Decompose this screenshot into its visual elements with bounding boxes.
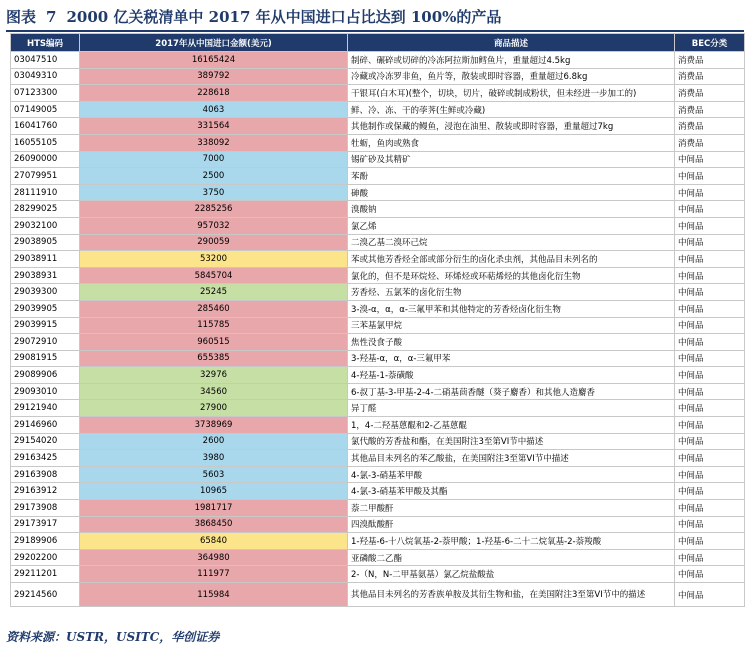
hts-code-cell: 29173908 xyxy=(11,500,80,517)
import-amount-cell: 957032 xyxy=(80,217,348,234)
import-amount-cell: 364980 xyxy=(80,549,348,566)
hts-code-cell: 29093010 xyxy=(11,383,80,400)
figure-title xyxy=(6,6,501,28)
table-row xyxy=(11,466,745,483)
description-cell: 2-（N，N-二甲基氨基）氯乙烷盐酸盐 xyxy=(348,566,675,583)
hts-code-cell: 29072910 xyxy=(11,334,80,351)
description-cell: 三苯基氯甲烷 xyxy=(348,317,675,334)
hts-code-cell: 29211201 xyxy=(11,566,80,583)
description-cell: 苯或其他芳香烃全部或部分衍生的卤化杀虫剂，其他品目未列名的 xyxy=(348,251,675,268)
title-rule xyxy=(6,30,744,32)
description-cell: 苯酚 xyxy=(348,168,675,185)
import-amount-cell: 53200 xyxy=(80,251,348,268)
hts-code-cell: 29173917 xyxy=(11,516,80,533)
header-bec-class: BEC分类 xyxy=(675,34,745,52)
table-row xyxy=(11,52,745,69)
import-amount-cell: 285460 xyxy=(80,300,348,317)
bec-class-cell: 中间品 xyxy=(675,516,745,533)
description-cell: 锡矿砂及其精矿 xyxy=(348,151,675,168)
hts-code-cell: 29163912 xyxy=(11,483,80,500)
table-row xyxy=(11,433,745,450)
import-amount-cell: 25245 xyxy=(80,284,348,301)
bec-class-cell: 中间品 xyxy=(675,583,745,607)
bec-class-cell: 中间品 xyxy=(675,184,745,201)
bec-class-cell: 中间品 xyxy=(675,566,745,583)
bec-class-cell: 消费品 xyxy=(675,101,745,118)
import-amount-cell: 2600 xyxy=(80,433,348,450)
bec-class-cell: 中间品 xyxy=(675,483,745,500)
table-row xyxy=(11,317,745,334)
table-row xyxy=(11,267,745,284)
table-row xyxy=(11,500,745,517)
description-cell: 四溴酞酸酐 xyxy=(348,516,675,533)
hts-code-cell: 29154020 xyxy=(11,433,80,450)
hts-code-cell: 07123300 xyxy=(11,85,80,102)
import-amount-cell: 111977 xyxy=(80,566,348,583)
bec-class-cell: 中间品 xyxy=(675,217,745,234)
table-header-row xyxy=(11,34,745,52)
bec-class-cell: 中间品 xyxy=(675,168,745,185)
header-import-amount: 2017年从中国进口金额(美元) xyxy=(80,34,348,52)
import-amount-cell: 5603 xyxy=(80,466,348,483)
bec-class-cell: 消费品 xyxy=(675,118,745,135)
bec-class-cell: 中间品 xyxy=(675,417,745,434)
description-cell: 鲜、冷、冻、干的荸荠(生鲜或冷藏) xyxy=(348,101,675,118)
hts-code-cell: 29202200 xyxy=(11,549,80,566)
description-cell: 其他制作或保藏的鳗鱼，浸泡在油里、散装或即时容器，重量超过7kg xyxy=(348,118,675,135)
description-cell: 冷藏或冷冻罗非鱼，鱼片等，散装或即时容器，重量超过6.8kg xyxy=(348,68,675,85)
table-row xyxy=(11,118,745,135)
hts-code-cell: 29081915 xyxy=(11,350,80,367)
import-amount-cell: 115785 xyxy=(80,317,348,334)
table-row xyxy=(11,134,745,151)
description-cell: 萘二甲酸酐 xyxy=(348,500,675,517)
import-amount-cell: 331564 xyxy=(80,118,348,135)
description-cell: 氯代酸的芳香盐和酯，在美国附注3至第VI节中描述 xyxy=(348,433,675,450)
table-row xyxy=(11,234,745,251)
bec-class-cell: 中间品 xyxy=(675,317,745,334)
description-cell: 二溴乙基二溴环己烷 xyxy=(348,234,675,251)
table-row xyxy=(11,483,745,500)
table-row xyxy=(11,383,745,400)
figure-label: 图表 xyxy=(6,8,37,26)
hts-code-cell: 16041760 xyxy=(11,118,80,135)
hts-code-cell: 28299025 xyxy=(11,201,80,218)
bec-class-cell: 中间品 xyxy=(675,466,745,483)
hts-code-cell: 29039300 xyxy=(11,284,80,301)
figure-number: 7 xyxy=(46,8,57,26)
bec-class-cell: 中间品 xyxy=(675,533,745,550)
bec-class-cell: 中间品 xyxy=(675,400,745,417)
table-row xyxy=(11,217,745,234)
import-amount-cell: 2500 xyxy=(80,168,348,185)
hts-code-cell: 03049310 xyxy=(11,68,80,85)
hts-code-cell: 29089906 xyxy=(11,367,80,384)
description-cell: 4-氯-3-硝基苯甲酸 xyxy=(348,466,675,483)
description-cell: 氯乙烯 xyxy=(348,217,675,234)
import-amount-cell: 389792 xyxy=(80,68,348,85)
description-cell: 砷酸 xyxy=(348,184,675,201)
bec-class-cell: 中间品 xyxy=(675,334,745,351)
table-row xyxy=(11,251,745,268)
import-amount-cell: 65840 xyxy=(80,533,348,550)
hts-code-cell: 29038911 xyxy=(11,251,80,268)
table-row xyxy=(11,334,745,351)
import-amount-cell: 960515 xyxy=(80,334,348,351)
hts-code-cell: 29163908 xyxy=(11,466,80,483)
description-cell: 溴酸钠 xyxy=(348,201,675,218)
hts-code-cell: 03047510 xyxy=(11,52,80,69)
bec-class-cell: 中间品 xyxy=(675,350,745,367)
bec-class-cell: 中间品 xyxy=(675,284,745,301)
table-row xyxy=(11,367,745,384)
bec-class-cell: 中间品 xyxy=(675,433,745,450)
description-cell: 3-羟基-α，α，α-三氟甲苯 xyxy=(348,350,675,367)
import-amount-cell: 4063 xyxy=(80,101,348,118)
table-row xyxy=(11,549,745,566)
table-row xyxy=(11,533,745,550)
hts-code-cell: 29039915 xyxy=(11,317,80,334)
description-cell: 其他品目未列名的苯乙酸盐，在美国附注3至第VI节中描述 xyxy=(348,450,675,467)
description-cell: 芳香烃、五氯苯的卤化衍生物 xyxy=(348,284,675,301)
bec-class-cell: 中间品 xyxy=(675,267,745,284)
description-cell: 焦性没食子酸 xyxy=(348,334,675,351)
figure-title-text: 2000 亿关税清单中 2017 年从中国进口占比达到 100%的产品 xyxy=(66,8,502,26)
hts-code-cell: 29032100 xyxy=(11,217,80,234)
table-row xyxy=(11,168,745,185)
table-row xyxy=(11,450,745,467)
table-row xyxy=(11,516,745,533)
description-cell: 1，4-二羟基蒽醌和2-乙基蒽醌 xyxy=(348,417,675,434)
source-note: 资料来源：USTR，USITC，华创证券 xyxy=(6,630,220,644)
hts-code-cell: 29038931 xyxy=(11,267,80,284)
import-amount-cell: 290059 xyxy=(80,234,348,251)
hts-code-cell: 29121940 xyxy=(11,400,80,417)
import-amount-cell: 3868450 xyxy=(80,516,348,533)
import-amount-cell: 2285256 xyxy=(80,201,348,218)
import-amount-cell: 338092 xyxy=(80,134,348,151)
hts-code-cell: 26090000 xyxy=(11,151,80,168)
description-cell: 制碎、碾碎或切碎的冷冻阿拉斯加鳕鱼片，重量超过4.5kg xyxy=(348,52,675,69)
hts-code-cell: 29146960 xyxy=(11,417,80,434)
bec-class-cell: 中间品 xyxy=(675,367,745,384)
bec-class-cell: 中间品 xyxy=(675,300,745,317)
description-cell: 其他品目未列名的芳香族单胺及其衍生物和盐，在美国附注3至第VI节中的描述 xyxy=(348,583,675,607)
description-cell: 氯化的，但不是环烷烃、环烯烃或环萜烯烃的其他卤化衍生物 xyxy=(348,267,675,284)
table-row xyxy=(11,284,745,301)
bec-class-cell: 中间品 xyxy=(675,234,745,251)
bec-class-cell: 消费品 xyxy=(675,52,745,69)
description-cell: 干银耳(白木耳)(整个，切块，切片，破碎或制成粉状，但未经进一步加工的) xyxy=(348,85,675,102)
table-row xyxy=(11,68,745,85)
header-description: 商品描述 xyxy=(348,34,675,52)
bec-class-cell: 中间品 xyxy=(675,251,745,268)
import-amount-cell: 1981717 xyxy=(80,500,348,517)
header-hts-code: HTS编码 xyxy=(11,34,80,52)
import-amount-cell: 10965 xyxy=(80,483,348,500)
hts-code-cell: 27079951 xyxy=(11,168,80,185)
import-amount-cell: 16165424 xyxy=(80,52,348,69)
table-row xyxy=(11,417,745,434)
table-row xyxy=(11,101,745,118)
bec-class-cell: 消费品 xyxy=(675,134,745,151)
hts-code-cell: 28111910 xyxy=(11,184,80,201)
import-amount-cell: 32976 xyxy=(80,367,348,384)
hts-code-cell: 29163425 xyxy=(11,450,80,467)
description-cell: 3-溴-α，α，α-三氟甲苯和其他特定的芳香烃卤化衍生物 xyxy=(348,300,675,317)
bec-class-cell: 中间品 xyxy=(675,201,745,218)
table-row xyxy=(11,184,745,201)
bec-class-cell: 中间品 xyxy=(675,549,745,566)
import-amount-cell: 3750 xyxy=(80,184,348,201)
import-amount-cell: 5845704 xyxy=(80,267,348,284)
bec-class-cell: 消费品 xyxy=(675,85,745,102)
table-row xyxy=(11,583,745,607)
table-row xyxy=(11,566,745,583)
hts-code-cell: 07149005 xyxy=(11,101,80,118)
table-row xyxy=(11,350,745,367)
description-cell: 6-叔丁基-3-甲基-2-4-二硝基茴香醚（葵子麝香）和其他人造麝香 xyxy=(348,383,675,400)
import-amount-cell: 27900 xyxy=(80,400,348,417)
import-amount-cell: 655385 xyxy=(80,350,348,367)
tariff-table xyxy=(10,33,745,607)
table-row xyxy=(11,201,745,218)
hts-code-cell: 29214560 xyxy=(11,583,80,607)
table-row xyxy=(11,400,745,417)
bec-class-cell: 消费品 xyxy=(675,68,745,85)
hts-code-cell: 29189906 xyxy=(11,533,80,550)
description-cell: 亚磷酸二乙酯 xyxy=(348,549,675,566)
table-row xyxy=(11,85,745,102)
table-row xyxy=(11,151,745,168)
bec-class-cell: 中间品 xyxy=(675,151,745,168)
import-amount-cell: 3738969 xyxy=(80,417,348,434)
import-amount-cell: 228618 xyxy=(80,85,348,102)
bec-class-cell: 中间品 xyxy=(675,383,745,400)
hts-code-cell: 29039905 xyxy=(11,300,80,317)
hts-code-cell: 29038905 xyxy=(11,234,80,251)
description-cell: 4-羟基-1-萘磺酸 xyxy=(348,367,675,384)
import-amount-cell: 3980 xyxy=(80,450,348,467)
description-cell: 4-氯-3-硝基苯甲酸及其酯 xyxy=(348,483,675,500)
import-amount-cell: 34560 xyxy=(80,383,348,400)
description-cell: 异丁醛 xyxy=(348,400,675,417)
bec-class-cell: 中间品 xyxy=(675,450,745,467)
import-amount-cell: 115984 xyxy=(80,583,348,607)
description-cell: 1-羟基-6-十八烷氧基-2-萘甲酸；1-羟基-6-二十二烷氧基-2-萘羧酸 xyxy=(348,533,675,550)
import-amount-cell: 7000 xyxy=(80,151,348,168)
description-cell: 牡蛎，鱼肉或熟食 xyxy=(348,134,675,151)
hts-code-cell: 16055105 xyxy=(11,134,80,151)
bec-class-cell: 中间品 xyxy=(675,500,745,517)
table-row xyxy=(11,300,745,317)
